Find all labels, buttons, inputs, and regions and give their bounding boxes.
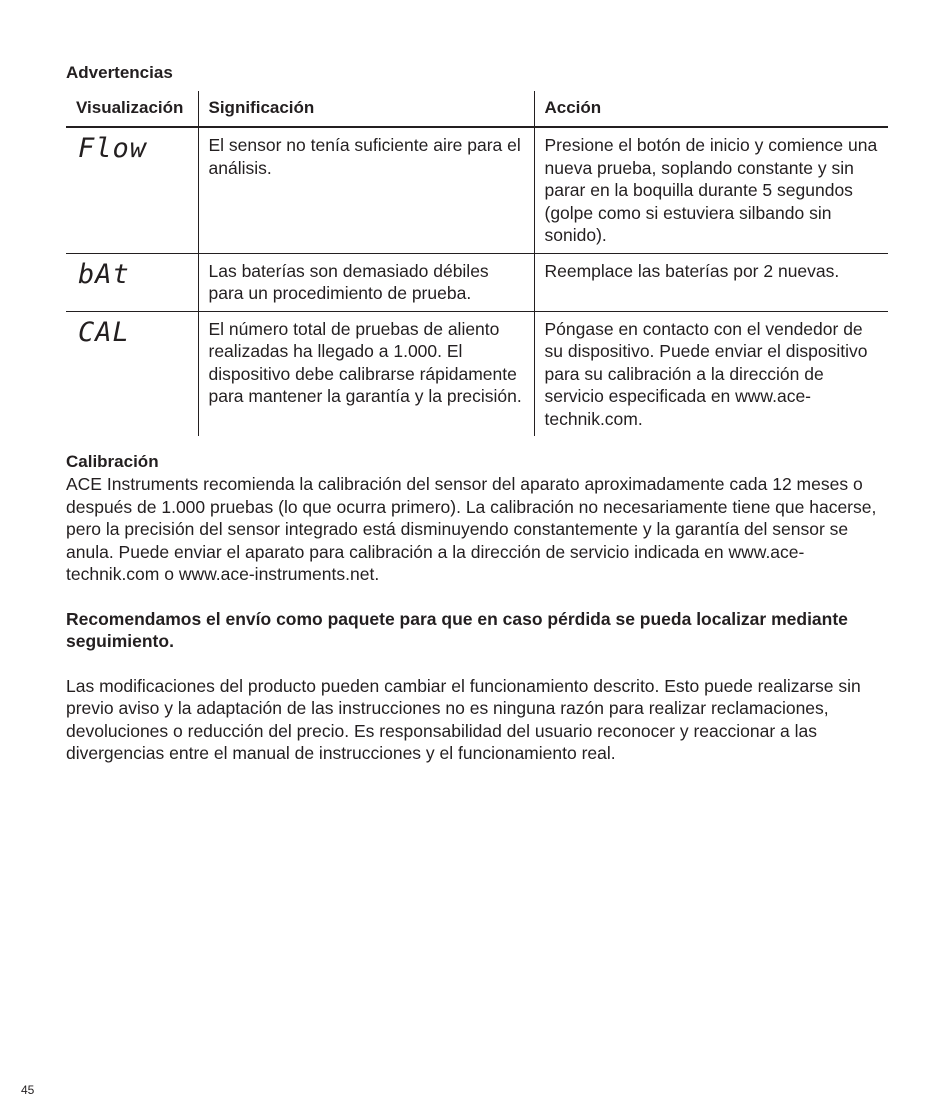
action-cell: Reemplace las baterías por 2 nuevas. — [534, 253, 888, 311]
header-display: Visualización — [66, 91, 198, 127]
header-action: Acción — [534, 91, 888, 127]
table-header-row — [66, 91, 888, 127]
display-cell — [66, 127, 198, 253]
page-number: 45 — [21, 1083, 35, 1097]
table-row — [66, 127, 888, 253]
lcd-code: bAt — [78, 258, 130, 290]
meaning-cell: El sensor no tenía suficiente aire para el análisis. — [198, 127, 534, 253]
table-row — [66, 311, 888, 436]
display-cell — [66, 311, 198, 436]
calibration-heading: Calibración — [66, 452, 159, 471]
calibration-text: ACE Instruments recomienda la calibración del sensor del aparato aproximadamente cada 12 meses o después de 1.000 pruebas (lo que ocurra primero). La calibración no necesariamente tiene que hacerse, pero la precisión del sensor integrado está disminuyendo constantemente y la garantía del sensor se anula. Puede enviar el aparato para calibración a la dirección de servicio indicada en www.ace-technik.com o www.ace-instruments.net. — [66, 474, 877, 584]
action-cell: Presione el botón de inicio y comience una nueva prueba, soplando constante y sin parar en la boquilla durante 5 segundos (golpe como si estuviera silbando sin sonido). — [534, 127, 888, 253]
warnings-table — [66, 91, 888, 436]
lcd-code: Flow — [78, 133, 148, 164]
action-cell: Póngase en contacto con el vendedor de su dispositivo. Puede enviar el dispositivo para su calibración a la dirección de servicio especificada en www.ace-technik.com. — [544, 318, 868, 429]
warnings-heading: Advertencias — [66, 63, 173, 82]
disclaimer-text: Las modificaciones del producto pueden cambiar el funcionamiento descrito. Esto puede realizarse sin previo aviso y la adaptación de las instrucciones no es ninguna razón para realizar reclamaciones, devoluciones o reducción del precio. Es responsabilidad del usuario reconocer y reaccionar a las divergencias entre el manual de instrucciones y el funcionamiento real. — [66, 675, 861, 763]
lcd-code: CAL — [78, 316, 130, 348]
display-cell — [66, 253, 198, 311]
table-row — [66, 253, 888, 311]
meaning-cell: El número total de pruebas de aliento realizadas ha llegado a 1.000. El dispositivo debe calibrarse rápidamente para mantener la garantía y la precisión. — [198, 311, 534, 436]
page-content — [66, 62, 888, 765]
header-meaning: Significación — [198, 91, 534, 127]
meaning-cell: Las baterías son demasiado débiles para un procedimiento de prueba. — [198, 253, 534, 311]
shipping-recommendation: Recomendamos el envío como paquete para que en caso pérdida se pueda localizar mediante seguimiento. — [66, 608, 848, 651]
